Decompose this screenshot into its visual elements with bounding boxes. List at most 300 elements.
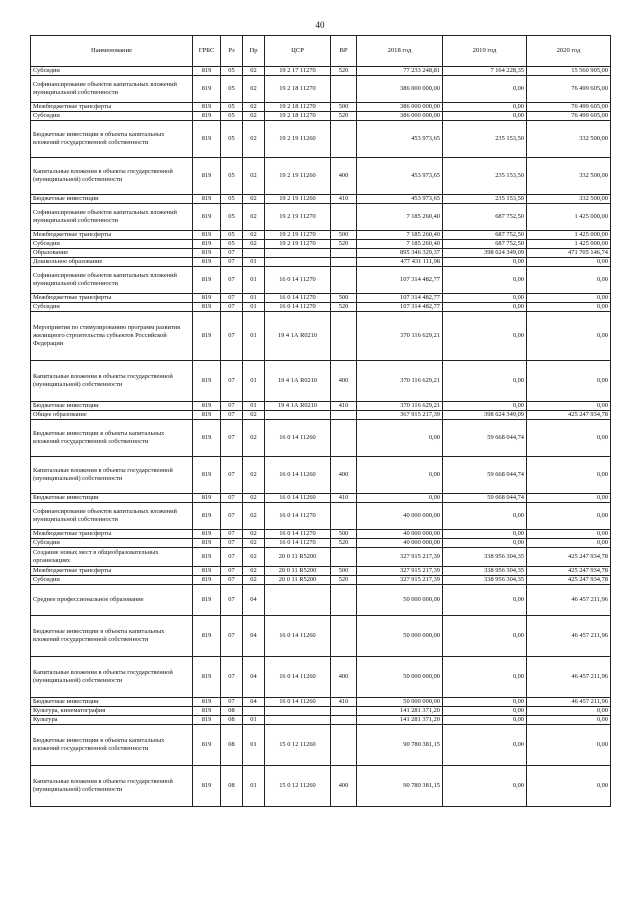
cell-pr: 01 <box>243 303 265 312</box>
cell-grbs: 819 <box>193 103 221 112</box>
cell-grbs: 819 <box>193 121 221 158</box>
table-row <box>31 240 611 249</box>
cell-rz: 07 <box>221 530 243 539</box>
cell-2019: 0,00 <box>443 616 527 657</box>
cell-2020: 0,00 <box>527 258 611 267</box>
table-row <box>31 503 611 530</box>
cell-2019: 0,00 <box>443 530 527 539</box>
cell-2020: 0,00 <box>527 707 611 716</box>
cell-pr: 01 <box>243 402 265 411</box>
cell-csr: 16 0 14 11260 <box>265 494 331 503</box>
cell-name: Бюджетные инвестиции в объекты капитальных вложений государственной собственности <box>31 420 193 457</box>
cell-2019: 59 668 044,74 <box>443 494 527 503</box>
cell-rz: 07 <box>221 303 243 312</box>
cell-2018: 370 116 629,21 <box>357 361 443 402</box>
cell-2019: 0,00 <box>443 267 527 294</box>
cell-2018: 0,00 <box>357 420 443 457</box>
cell-grbs: 819 <box>193 657 221 698</box>
cell-2018: 367 915 217,39 <box>357 411 443 420</box>
cell-name: Софинансирование объектов капитальных вложений муниципальной собственности <box>31 503 193 530</box>
cell-2018: 453 973,65 <box>357 158 443 195</box>
cell-rz: 05 <box>221 231 243 240</box>
cell-2018: 50 000 000,00 <box>357 616 443 657</box>
table-row <box>31 457 611 494</box>
cell-name: Софинансирование объектов капитальных вложений муниципальной собственности <box>31 204 193 231</box>
cell-2020: 46 457 211,96 <box>527 657 611 698</box>
cell-grbs: 819 <box>193 503 221 530</box>
cell-rz: 07 <box>221 616 243 657</box>
table-header-row <box>31 36 611 67</box>
cell-csr: 19 2 19 11270 <box>265 231 331 240</box>
cell-2020: 0,00 <box>527 402 611 411</box>
cell-2019: 687 752,50 <box>443 240 527 249</box>
table-row <box>31 158 611 195</box>
cell-csr: 16 0 14 11270 <box>265 503 331 530</box>
cell-grbs: 819 <box>193 494 221 503</box>
header-2019: 2019 год <box>443 36 527 67</box>
cell-grbs: 819 <box>193 249 221 258</box>
cell-csr: 19 4 1А R0210 <box>265 361 331 402</box>
header-pr: Пр <box>243 36 265 67</box>
cell-grbs: 819 <box>193 258 221 267</box>
cell-grbs: 819 <box>193 240 221 249</box>
cell-grbs: 819 <box>193 698 221 707</box>
table-row <box>31 121 611 158</box>
cell-vr: 400 <box>331 158 357 195</box>
cell-2020: 46 457 211,96 <box>527 616 611 657</box>
cell-2020: 0,00 <box>527 294 611 303</box>
cell-csr: 16 0 14 11270 <box>265 303 331 312</box>
cell-name: Субсидии <box>31 576 193 585</box>
cell-name: Культура <box>31 716 193 725</box>
cell-csr: 19 4 1А R0210 <box>265 402 331 411</box>
cell-rz: 07 <box>221 539 243 548</box>
cell-pr: 02 <box>243 420 265 457</box>
cell-grbs: 819 <box>193 539 221 548</box>
cell-name: Субсидии <box>31 112 193 121</box>
cell-pr: 02 <box>243 411 265 420</box>
cell-vr: 500 <box>331 567 357 576</box>
cell-vr: 410 <box>331 698 357 707</box>
cell-2020: 1 425 000,00 <box>527 231 611 240</box>
cell-2019: 7 164 228,35 <box>443 67 527 76</box>
cell-vr: 500 <box>331 294 357 303</box>
cell-name: Среднее профессиональное образование <box>31 585 193 616</box>
cell-2020: 425 247 934,78 <box>527 411 611 420</box>
cell-csr: 16 0 14 11260 <box>265 698 331 707</box>
cell-2020: 0,00 <box>527 766 611 807</box>
cell-2020: 425 247 934,78 <box>527 548 611 567</box>
cell-name: Межбюджетные трансферты <box>31 294 193 303</box>
cell-2020: 425 247 934,78 <box>527 567 611 576</box>
cell-vr: 410 <box>331 195 357 204</box>
cell-vr <box>331 420 357 457</box>
cell-grbs: 819 <box>193 457 221 494</box>
cell-grbs: 819 <box>193 585 221 616</box>
cell-csr: 20 0 11 R5200 <box>265 576 331 585</box>
cell-vr: 520 <box>331 240 357 249</box>
table-row <box>31 231 611 240</box>
table-row <box>31 103 611 112</box>
cell-2020: 0,00 <box>527 716 611 725</box>
cell-name: Капитальные вложения в объекты государственной (муниципальной) собственности <box>31 361 193 402</box>
cell-pr: 02 <box>243 158 265 195</box>
cell-vr <box>331 312 357 361</box>
cell-vr: 520 <box>331 67 357 76</box>
cell-vr <box>331 76 357 103</box>
cell-2018: 370 116 629,21 <box>357 312 443 361</box>
cell-2020: 0,00 <box>527 530 611 539</box>
table-row <box>31 576 611 585</box>
cell-rz: 07 <box>221 420 243 457</box>
header-2020: 2020 год <box>527 36 611 67</box>
cell-pr: 02 <box>243 103 265 112</box>
cell-grbs: 819 <box>193 567 221 576</box>
cell-vr: 500 <box>331 231 357 240</box>
cell-2020: 425 247 934,78 <box>527 576 611 585</box>
cell-rz: 07 <box>221 258 243 267</box>
cell-rz: 05 <box>221 121 243 158</box>
cell-vr <box>331 716 357 725</box>
cell-2020: 0,00 <box>527 267 611 294</box>
cell-2020: 46 457 211,96 <box>527 585 611 616</box>
cell-2018: 40 000 000,00 <box>357 503 443 530</box>
table-row <box>31 707 611 716</box>
cell-rz: 07 <box>221 294 243 303</box>
cell-2018: 327 915 217,39 <box>357 576 443 585</box>
cell-grbs: 819 <box>193 67 221 76</box>
cell-grbs: 819 <box>193 361 221 402</box>
cell-name: Мероприятия по стимулированию программ развития жилищного строительства субъектов Российской Федерации <box>31 312 193 361</box>
cell-pr: 01 <box>243 766 265 807</box>
table-row <box>31 402 611 411</box>
cell-vr <box>331 204 357 231</box>
cell-2019: 687 752,50 <box>443 204 527 231</box>
cell-grbs: 819 <box>193 766 221 807</box>
cell-rz: 07 <box>221 576 243 585</box>
cell-vr: 520 <box>331 112 357 121</box>
cell-grbs: 819 <box>193 204 221 231</box>
cell-pr: 01 <box>243 725 265 766</box>
cell-2019: 0,00 <box>443 258 527 267</box>
cell-2019: 59 668 044,74 <box>443 420 527 457</box>
cell-2018: 141 281 371,20 <box>357 707 443 716</box>
cell-2018: 7 185 260,40 <box>357 204 443 231</box>
cell-pr: 02 <box>243 231 265 240</box>
cell-pr: 02 <box>243 121 265 158</box>
cell-2020: 76 499 605,00 <box>527 103 611 112</box>
table-row <box>31 67 611 76</box>
cell-pr: 02 <box>243 576 265 585</box>
cell-2018: 40 000 000,00 <box>357 530 443 539</box>
cell-csr: 19 2 18 11270 <box>265 112 331 121</box>
cell-2019: 59 668 044,74 <box>443 457 527 494</box>
cell-vr <box>331 725 357 766</box>
cell-pr <box>243 249 265 258</box>
table-row <box>31 258 611 267</box>
cell-csr <box>265 411 331 420</box>
cell-grbs: 819 <box>193 76 221 103</box>
cell-2020: 76 499 605,00 <box>527 112 611 121</box>
cell-2018: 327 915 217,39 <box>357 567 443 576</box>
cell-2020: 0,00 <box>527 303 611 312</box>
cell-vr: 520 <box>331 576 357 585</box>
cell-vr: 410 <box>331 402 357 411</box>
cell-vr <box>331 503 357 530</box>
cell-2019: 0,00 <box>443 303 527 312</box>
cell-pr: 02 <box>243 567 265 576</box>
cell-name: Софинансирование объектов капитальных вложений муниципальной собственности <box>31 76 193 103</box>
cell-pr: 01 <box>243 294 265 303</box>
cell-name: Капитальные вложения в объекты государственной (муниципальной) собственности <box>31 657 193 698</box>
cell-csr: 16 0 14 11270 <box>265 530 331 539</box>
cell-rz: 07 <box>221 698 243 707</box>
cell-csr <box>265 585 331 616</box>
cell-name: Субсидии <box>31 303 193 312</box>
header-2018: 2018 год <box>357 36 443 67</box>
cell-2018: 7 185 260,40 <box>357 240 443 249</box>
cell-grbs: 819 <box>193 267 221 294</box>
cell-2018: 477 431 111,98 <box>357 258 443 267</box>
cell-rz: 07 <box>221 249 243 258</box>
cell-csr: 19 2 19 11260 <box>265 158 331 195</box>
cell-pr: 04 <box>243 657 265 698</box>
table-row <box>31 766 611 807</box>
table-row <box>31 112 611 121</box>
cell-vr <box>331 121 357 158</box>
cell-2018: 107 314 482,77 <box>357 294 443 303</box>
table-row <box>31 494 611 503</box>
cell-rz: 07 <box>221 657 243 698</box>
cell-2018: 386 000 000,00 <box>357 103 443 112</box>
cell-pr: 01 <box>243 267 265 294</box>
table-row <box>31 294 611 303</box>
cell-2019: 0,00 <box>443 294 527 303</box>
cell-vr: 400 <box>331 657 357 698</box>
cell-pr: 01 <box>243 361 265 402</box>
cell-2020: 471 705 146,74 <box>527 249 611 258</box>
cell-2019: 0,00 <box>443 725 527 766</box>
cell-2020: 0,00 <box>527 312 611 361</box>
cell-name: Капитальные вложения в объекты государственной (муниципальной) собственности <box>31 766 193 807</box>
table-row <box>31 585 611 616</box>
cell-grbs: 819 <box>193 548 221 567</box>
cell-grbs: 819 <box>193 112 221 121</box>
cell-2018: 107 314 482,77 <box>357 267 443 294</box>
cell-2018: 90 780 381,15 <box>357 725 443 766</box>
cell-2019: 0,00 <box>443 103 527 112</box>
cell-csr <box>265 258 331 267</box>
cell-rz: 07 <box>221 548 243 567</box>
cell-name: Межбюджетные трансферты <box>31 103 193 112</box>
cell-2018: 370 116 629,21 <box>357 402 443 411</box>
cell-rz: 05 <box>221 204 243 231</box>
cell-pr: 02 <box>243 195 265 204</box>
cell-2019: 0,00 <box>443 707 527 716</box>
cell-rz: 08 <box>221 716 243 725</box>
cell-grbs: 819 <box>193 402 221 411</box>
table-body <box>31 67 611 807</box>
cell-csr: 20 0 11 R5200 <box>265 567 331 576</box>
cell-csr: 19 2 19 11270 <box>265 204 331 231</box>
cell-rz: 07 <box>221 567 243 576</box>
cell-2019: 338 956 304,35 <box>443 576 527 585</box>
cell-2019: 0,00 <box>443 76 527 103</box>
cell-name: Культура, кинематография <box>31 707 193 716</box>
cell-grbs: 819 <box>193 725 221 766</box>
cell-vr <box>331 585 357 616</box>
cell-name: Субсидии <box>31 67 193 76</box>
table-row <box>31 76 611 103</box>
cell-pr: 01 <box>243 312 265 361</box>
cell-vr: 400 <box>331 457 357 494</box>
cell-2018: 0,00 <box>357 494 443 503</box>
cell-grbs: 819 <box>193 707 221 716</box>
cell-name: Субсидии <box>31 539 193 548</box>
cell-grbs: 819 <box>193 231 221 240</box>
cell-pr: 02 <box>243 539 265 548</box>
cell-2020: 1 425 000,00 <box>527 240 611 249</box>
cell-pr: 02 <box>243 548 265 567</box>
cell-2018: 895 346 329,37 <box>357 249 443 258</box>
cell-csr: 20 0 11 R5200 <box>265 548 331 567</box>
header-grbs: ГРБС <box>193 36 221 67</box>
cell-2019: 235 153,50 <box>443 158 527 195</box>
cell-csr: 16 0 14 11270 <box>265 267 331 294</box>
cell-2020: 76 499 605,00 <box>527 76 611 103</box>
cell-grbs: 819 <box>193 411 221 420</box>
cell-2020: 15 560 905,00 <box>527 67 611 76</box>
cell-2018: 327 915 217,39 <box>357 548 443 567</box>
cell-2019: 0,00 <box>443 766 527 807</box>
cell-csr: 16 0 14 11260 <box>265 657 331 698</box>
cell-2019: 0,00 <box>443 503 527 530</box>
cell-grbs: 819 <box>193 576 221 585</box>
cell-grbs: 819 <box>193 420 221 457</box>
budget-table <box>30 35 611 807</box>
cell-pr: 01 <box>243 258 265 267</box>
cell-2019: 398 624 349,09 <box>443 249 527 258</box>
cell-2018: 141 281 371,20 <box>357 716 443 725</box>
cell-name: Бюджетные инвестиции <box>31 402 193 411</box>
table-row <box>31 539 611 548</box>
cell-2020: 1 425 000,00 <box>527 204 611 231</box>
cell-rz: 07 <box>221 267 243 294</box>
cell-grbs: 819 <box>193 294 221 303</box>
cell-pr: 02 <box>243 457 265 494</box>
cell-2018: 50 000 000,00 <box>357 657 443 698</box>
cell-pr: 02 <box>243 67 265 76</box>
cell-name: Межбюджетные трансферты <box>31 231 193 240</box>
table-row <box>31 530 611 539</box>
cell-2020: 0,00 <box>527 725 611 766</box>
cell-vr <box>331 267 357 294</box>
cell-2019: 338 956 304,35 <box>443 548 527 567</box>
cell-rz: 08 <box>221 707 243 716</box>
table-row <box>31 361 611 402</box>
cell-pr: 02 <box>243 503 265 530</box>
cell-csr: 15 0 12 11260 <box>265 766 331 807</box>
cell-pr: 02 <box>243 204 265 231</box>
cell-csr <box>265 249 331 258</box>
cell-name: Бюджетные инвестиции <box>31 494 193 503</box>
cell-vr: 520 <box>331 303 357 312</box>
cell-csr: 19 2 17 11270 <box>265 67 331 76</box>
cell-rz: 07 <box>221 312 243 361</box>
table-row <box>31 204 611 231</box>
cell-2019: 338 956 304,35 <box>443 567 527 576</box>
cell-grbs: 819 <box>193 530 221 539</box>
cell-2020: 0,00 <box>527 539 611 548</box>
cell-grbs: 819 <box>193 158 221 195</box>
cell-pr: 02 <box>243 76 265 103</box>
cell-2019: 0,00 <box>443 698 527 707</box>
table-row <box>31 303 611 312</box>
cell-name: Образование <box>31 249 193 258</box>
cell-2019: 0,00 <box>443 312 527 361</box>
table-row <box>31 725 611 766</box>
cell-name: Капитальные вложения в объекты государственной (муниципальной) собственности <box>31 158 193 195</box>
cell-rz: 05 <box>221 240 243 249</box>
cell-vr <box>331 616 357 657</box>
table-row <box>31 657 611 698</box>
cell-rz: 05 <box>221 112 243 121</box>
cell-name: Бюджетные инвестиции <box>31 195 193 204</box>
cell-2018: 453 973,65 <box>357 195 443 204</box>
cell-rz: 08 <box>221 725 243 766</box>
cell-pr: 02 <box>243 112 265 121</box>
cell-name: Субсидии <box>31 240 193 249</box>
cell-2018: 453 973,65 <box>357 121 443 158</box>
cell-csr: 16 0 14 11260 <box>265 457 331 494</box>
cell-rz: 07 <box>221 585 243 616</box>
cell-2018: 386 000 000,00 <box>357 112 443 121</box>
cell-2018: 0,00 <box>357 457 443 494</box>
cell-name: Капитальные вложения в объекты государственной (муниципальной) собственности <box>31 457 193 494</box>
cell-name: Бюджетные инвестиции в объекты капитальных вложений государственной собственности <box>31 616 193 657</box>
cell-vr <box>331 411 357 420</box>
cell-grbs: 819 <box>193 312 221 361</box>
cell-2019: 0,00 <box>443 402 527 411</box>
cell-pr: 04 <box>243 698 265 707</box>
table-row <box>31 548 611 567</box>
header-csr: ЦСР <box>265 36 331 67</box>
cell-name: Бюджетные инвестиции в объекты капитальных вложений государственной собственности <box>31 121 193 158</box>
table-row <box>31 616 611 657</box>
cell-2018: 50 000 000,00 <box>357 585 443 616</box>
cell-pr: 02 <box>243 240 265 249</box>
cell-2018: 386 000 000,00 <box>357 76 443 103</box>
cell-vr <box>331 707 357 716</box>
cell-2018: 107 314 482,77 <box>357 303 443 312</box>
cell-2019: 0,00 <box>443 716 527 725</box>
cell-name: Бюджетные инвестиции в объекты капитальных вложений государственной собственности <box>31 725 193 766</box>
cell-rz: 07 <box>221 457 243 494</box>
cell-grbs: 819 <box>193 303 221 312</box>
cell-vr <box>331 258 357 267</box>
cell-pr <box>243 707 265 716</box>
cell-grbs: 819 <box>193 195 221 204</box>
cell-vr <box>331 548 357 567</box>
cell-rz: 07 <box>221 361 243 402</box>
cell-2020: 0,00 <box>527 420 611 457</box>
header-rz: Рз <box>221 36 243 67</box>
cell-csr: 19 2 18 11270 <box>265 76 331 103</box>
cell-rz: 05 <box>221 103 243 112</box>
cell-csr: 19 2 18 11270 <box>265 103 331 112</box>
cell-vr: 400 <box>331 361 357 402</box>
cell-grbs: 819 <box>193 616 221 657</box>
